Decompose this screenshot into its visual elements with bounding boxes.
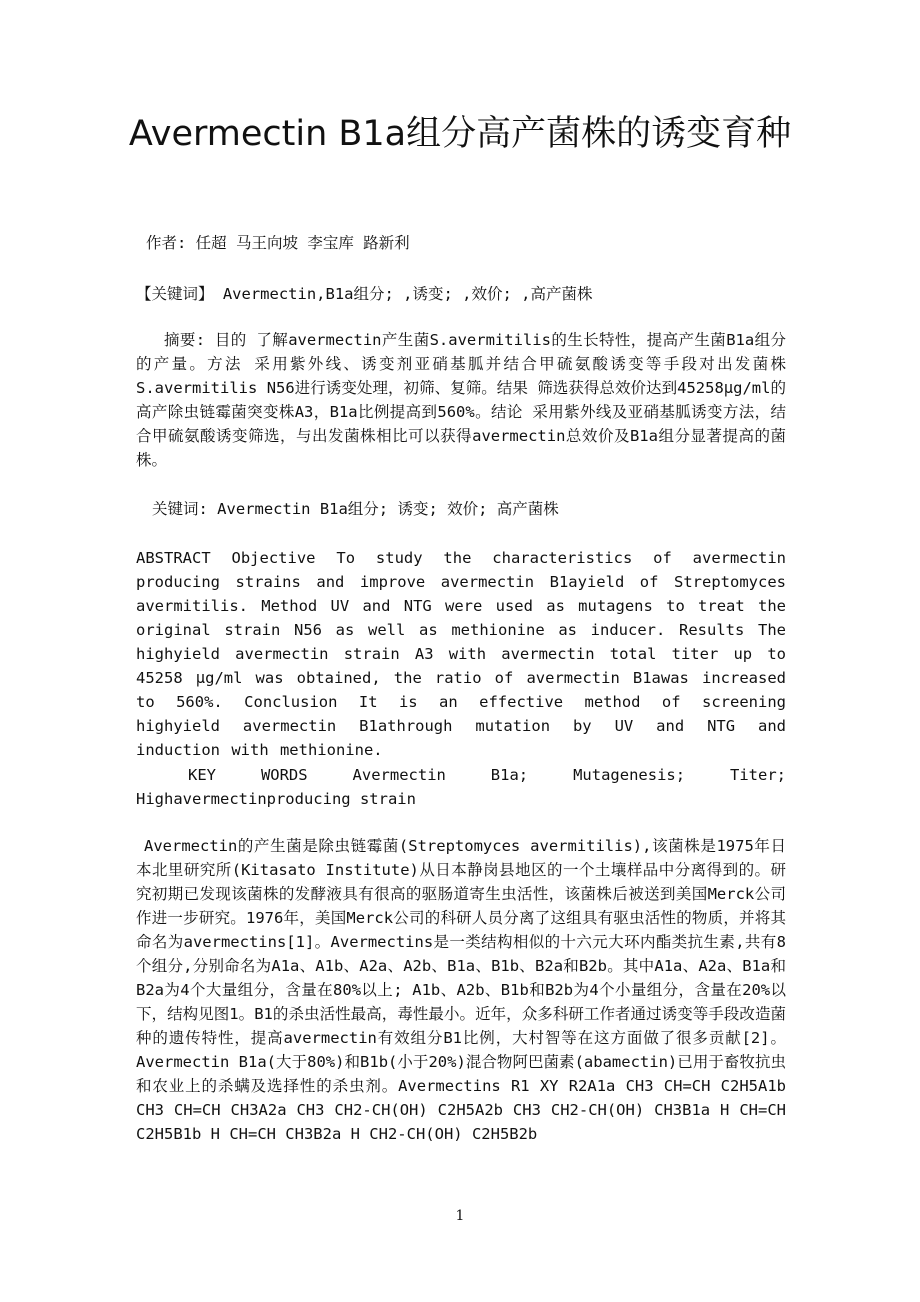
keywords-header: 【关键词】 Avermectin,B1a组分; ,诱变; ,效价; ,高产菌株 <box>136 285 593 303</box>
keywords-english: KEY WORDS Avermectin B1a; Mutagenesis; Titer; Highavermectinproducing strain <box>136 766 786 808</box>
paper-title: Avermectin B1a组分高产菌株的诱变育种 <box>128 114 792 154</box>
keywords-chinese: 关键词: Avermectin B1a组分; 诱变; 效价; 高产菌株 <box>152 500 559 518</box>
abstract-chinese: 摘要: 目的 了解avermectin产生菌S.avermitilis的生长特性，提高产生菌B1a组分的产量。方法 采用紫外线、诱变剂亚硝基胍并结合甲硫氨酸诱变等手段对出发菌株S.avermitilis N56进行诱变处理，初筛、复筛。结果 筛选获得总效价达到45258μg/ml的高产除虫链霉菌突变株A3，B1a比例提高到560%。结论 采用紫外线及亚硝基胍诱变方法，结合甲硫氨酸诱变筛选，与出发菌株相比可以获得avermectin总效价及B1a组分显著提高的菌株。 <box>136 331 786 469</box>
authors-line: 作者: 任超 马王向坡 李宝库 路新利 <box>146 234 410 252</box>
page-number: 1 <box>455 1208 465 1224</box>
body-paragraph: Avermectin的产生菌是除虫链霉菌(Streptomyces avermitilis),该菌株是1975年日本北里研究所(Kitasato Institute)从日本静岗县地区的一个土壤样品中分离得到的。研究初期已发现该菌株的发酵液具有很高的驱肠道寄生虫活性，该菌株后被送到美国Merck公司作进一步研究。1976年，美国Merck公司的科研人员分离了这组具有驱虫活性的物质，并将其命名为avermectins[1]。Avermectins是一类结构相似的十六元大环内酯类抗生素,共有8个组分,分别命名为A1a、A1b、A2a、A2b、B1a、B1b、B2a和B2b。其中A1a、A2a、B1a和B2a为4个大量组分，含量在80%以上; A1b、A2b、B1b和B2b为4个小量组分，含量在20%以下，结构见图1。B1的杀虫活性最高，毒性最小。近年，众多科研工作者通过诱变等手段改造菌种的遗传特性，提高avermectin有效组分B1比例，大村智等在这方面做了很多贡献[2]。Avermectin B1a(大于80%)和B1b(小于20%)混合物阿巴菌素(abamectin)已用于畜牧抗虫和农业上的杀螨及选择性的杀虫剂。Avermectins R1 XY R2A1a CH3 CH=CH C2H5A1b CH3 CH=CH CH3A2a CH3 CH2-CH(OH) C2H5A2b CH3 CH2-CH(OH) CH3B1a H CH=CH C2H5B1b H CH=CH CH3B2a H CH2-CH(OH) C2H5B2b <box>136 837 786 1143</box>
abstract-english: ABSTRACT Objective To study the characteristics of avermectin producing strains and improve avermectin B1ayield of Streptomyces avermitilis. Method UV and NTG were used as mutagens to treat the original strain N56 as well as methionine as inducer. Results The highyield avermectin strain A3 with avermectin total titer up to 45258 μg/ml was obtained, the ratio of avermectin B1awas increased to 560%. Conclusion It is an effective method of screening highyield avermectin B1athrough mutation by UV and NTG and induction with methionine. <box>136 549 786 759</box>
